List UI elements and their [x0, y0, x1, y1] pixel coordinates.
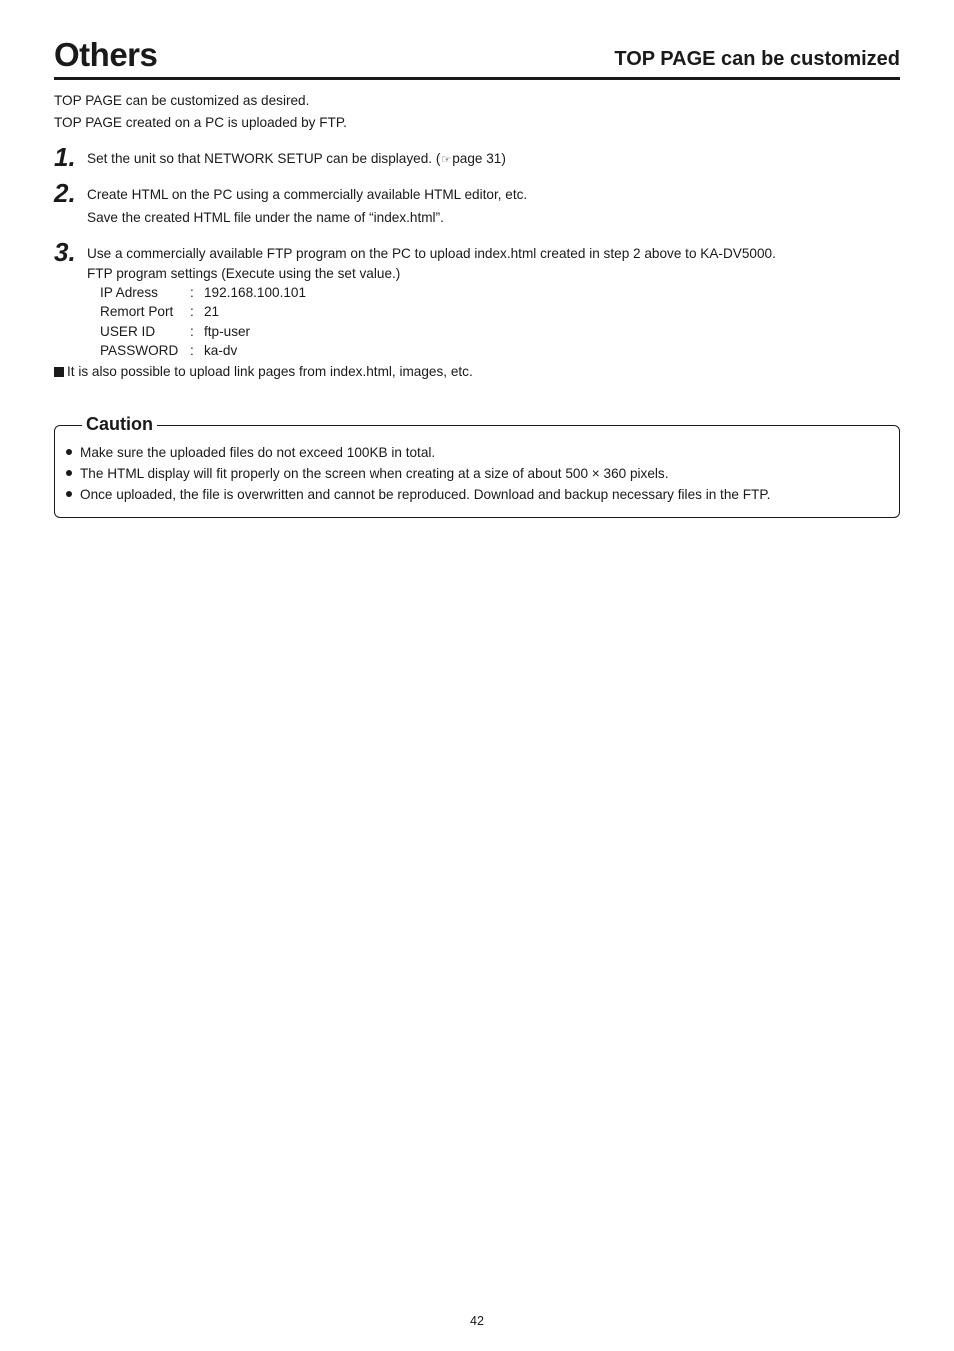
- page-number: 42: [470, 1314, 484, 1328]
- section-subtitle: TOP PAGE can be customized: [614, 48, 900, 70]
- caution-item: [66, 445, 435, 460]
- setting-label-port: Remort Port: [100, 304, 174, 319]
- step-1-page-ref[interactable]: page 31): [452, 151, 506, 166]
- caution-item: [66, 487, 770, 502]
- setting-colon: :: [190, 304, 194, 319]
- step-number-3: 3.: [54, 237, 76, 267]
- caution-item: [66, 466, 669, 481]
- square-bullet-icon: [54, 367, 64, 377]
- bullet-dot-icon: [66, 470, 72, 476]
- setting-colon: :: [190, 343, 194, 358]
- step-2-line-2: Save the created HTML file under the name of “index.html”.: [87, 210, 444, 225]
- setting-label-ip: IP Adress: [100, 285, 158, 300]
- caution-item-text: The HTML display will fit properly on the screen when creating at a size of about 500 × 360 pixels.: [80, 466, 669, 481]
- step-number-2: 2.: [54, 178, 76, 208]
- step-3-line-1: Use a commercially available FTP program on the PC to upload index.html created in step 2 above to KA-DV5000.: [87, 246, 776, 261]
- note: [54, 364, 473, 379]
- intro-line-1: TOP PAGE can be customized as desired.: [54, 93, 310, 108]
- step-number-1: 1.: [54, 142, 76, 172]
- page-header: [54, 36, 900, 80]
- section-title: Others: [54, 36, 158, 73]
- setting-value-password: ka-dv: [204, 343, 238, 358]
- setting-label-password: PASSWORD: [100, 343, 179, 358]
- setting-colon: :: [190, 324, 194, 339]
- bullet-dot-icon: [66, 449, 72, 455]
- step-1-text-main: Set the unit so that NETWORK SETUP can be displayed. (: [87, 151, 441, 166]
- step-1-text: [87, 151, 506, 166]
- setting-label-user: USER ID: [100, 324, 156, 339]
- note-text: It is also possible to upload link pages from index.html, images, etc.: [67, 364, 473, 379]
- step-2-line-1: Create HTML on the PC using a commercially available HTML editor, etc.: [87, 187, 528, 202]
- caution-title: Caution: [82, 414, 157, 435]
- pointing-hand-icon: ☞: [441, 154, 452, 166]
- setting-value-port: 21: [204, 304, 220, 319]
- setting-colon: :: [190, 285, 194, 300]
- setting-value-ip: 192.168.100.101: [204, 285, 307, 300]
- bullet-dot-icon: [66, 491, 72, 497]
- setting-value-user: ftp-user: [204, 324, 251, 339]
- caution-item-text: Once uploaded, the file is overwritten and cannot be reproduced. Download and backup necessary files in the FTP.: [80, 487, 771, 502]
- header-rule: [54, 77, 900, 80]
- intro-line-2: TOP PAGE created on a PC is uploaded by FTP.: [54, 115, 347, 130]
- caution-item-text: Make sure the uploaded files do not exceed 100KB in total.: [80, 445, 436, 460]
- step-3-line-2: FTP program settings (Execute using the set value.): [87, 266, 401, 281]
